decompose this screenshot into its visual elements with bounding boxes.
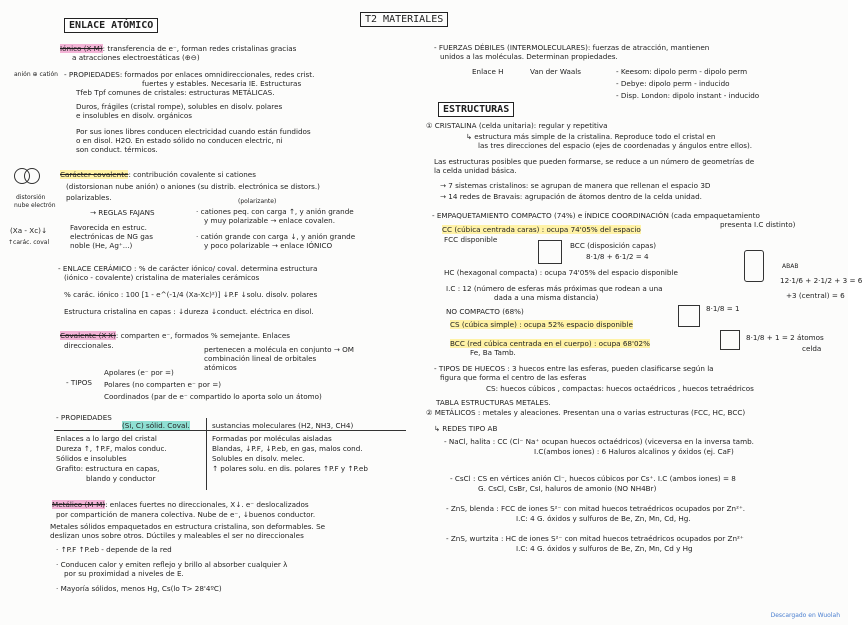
page-title: T2 MATERIALES bbox=[360, 12, 448, 27]
caracter-cov-line1: Carácter covalente: contribución covalente si cationes bbox=[60, 170, 256, 179]
hc-atoms: 12·1/6 + 2·1/2 + 3 = 6 bbox=[780, 276, 862, 285]
empaq-fcc: FCC disponible bbox=[444, 235, 498, 244]
cristalina-line7: → 14 redes de Bravais: agrupación de átomos dentro de la celda unidad. bbox=[440, 192, 702, 201]
tabla-r3b: Solubles en disolv. melec. bbox=[212, 454, 305, 463]
keesom-line: - Keesom: dipolo perm - dipolo perm bbox=[616, 67, 748, 76]
huecos-line2: figura que forma el centro de las esferas bbox=[440, 373, 587, 382]
covalente-om3: atómicos bbox=[204, 363, 237, 372]
fajans-note2: electrónicas de NG gas bbox=[70, 232, 153, 241]
ionico-line1: Iónico (X-M): transferencia de e⁻, forman redes cristalinas gracias bbox=[60, 44, 297, 53]
side-distorsion: distorsión bbox=[16, 194, 46, 201]
fajans-rule1a: · cationes peq. con carga ↑, y anión grande bbox=[196, 207, 354, 216]
ceramico-formula: % carác. iónico : 100 [1 - e^(-1/4 (Xa-Xc)²)] ↓P.F ↓solu. disolv. polares bbox=[64, 290, 318, 299]
metalico-line7: por su proximidad a niveles de E. bbox=[64, 569, 184, 578]
ionico-prop4: Duros, frágiles (cristal rompe), solubles en disolv. polares bbox=[76, 102, 283, 111]
tipos-label: - TIPOS bbox=[66, 378, 92, 387]
ceramico-line4: Estructura cristalina en capas : ↓dureza ↓conduct. eléctrica en disol. bbox=[64, 307, 314, 316]
side-nube: nube electrón bbox=[14, 202, 56, 209]
covalente-line2: direccionales. bbox=[64, 341, 114, 350]
bcc-atoms: 8·1/8 + 1 = 2 átomos bbox=[746, 333, 824, 342]
estructuras-heading: ESTRUCTURAS bbox=[438, 102, 514, 117]
fcc-cube-sketch bbox=[538, 240, 562, 264]
tipo-apolar: Apolares (e⁻ por =) bbox=[104, 368, 174, 377]
ion-side-note: anión ⊕ catión bbox=[14, 71, 58, 78]
empaq-line2: presenta I.C distinto) bbox=[720, 220, 796, 229]
ionico-prop2: fuertes y estables. Necesaria IE. Estructuras bbox=[142, 79, 302, 88]
table-col-divider bbox=[206, 418, 207, 490]
ceramico-line2: (iónico - covalente) cristalina de materiales cerámicos bbox=[64, 273, 260, 282]
vdw-label: Van der Waals bbox=[530, 67, 582, 76]
ic-line2: dada a una misma distancia) bbox=[494, 293, 599, 302]
fcc-atoms: 8·1/8 + 6·1/2 = 4 bbox=[586, 252, 649, 261]
hc-prism-sketch bbox=[744, 250, 764, 282]
bcc-celda: celda bbox=[802, 344, 822, 353]
metalico-line3: Metales sólidos empaquetados en estructura cristalina, son deformables. Se bbox=[50, 522, 326, 531]
nocompacto-bcc: BCC (red cúbica centrada en el cuerpo) : ocupa 68'02% bbox=[450, 339, 650, 348]
wurtzita-line1: - ZnS, wurtzita : HC de iones S²⁻ con mitad huecos tetraédricos ocupados por Zn²⁺ bbox=[446, 534, 744, 543]
enlace-h-label: Enlace H bbox=[472, 67, 504, 76]
metalico-line5: · ↑P.F ↑P.eb - depende de la red bbox=[56, 545, 172, 554]
fajans-rule2b: y poco polarizable → enlace IÓNICO bbox=[204, 241, 333, 250]
tabla-r3a: Sólidos e insolubles bbox=[56, 454, 127, 463]
left-heading: ENLACE ATÓMICO bbox=[64, 18, 158, 33]
ionico-prop5: e insolubles en disolv. orgánicos bbox=[76, 111, 193, 120]
tabla-r5a: blando y conductor bbox=[86, 474, 156, 483]
cristalina-line2: ↳ estructura más simple de la cristalina. Reproduce todo el cristal en bbox=[466, 132, 716, 141]
blenda-line2: I.C: 4 G. óxidos y sulfuros de Be, Zn, Mn, Cd, Hg. bbox=[516, 514, 691, 523]
ionico-line2: a atracciones electroestáticas (⊕⊖) bbox=[72, 53, 200, 62]
metalico-line2: por compartición de manera colectiva. Nube de e⁻, ↓buenos conductor. bbox=[56, 510, 316, 519]
fajans-note1: Favorecida en estruc. bbox=[70, 223, 147, 232]
covalente-om1: pertenecen a molécula en conjunto → OM bbox=[204, 345, 355, 354]
fajans-title: → REGLAS FAJANS bbox=[90, 208, 155, 217]
cs-cube-sketch bbox=[678, 305, 700, 327]
tabla-col2: sustancias moleculares (H2, NH3, CH4) bbox=[212, 421, 354, 430]
huecos-line3: CS: huecos cúbicos , compactas: huecos octaédricos , huecos tetraédricos bbox=[486, 384, 754, 393]
cscl-line2: G. CsCl, CsBr, CsI, haluros de amonio (NO NH4Br) bbox=[478, 484, 657, 493]
redes-ab: ↳ REDES TIPO AB bbox=[434, 424, 498, 433]
fajans-rule2a: · catión grande con carga ↓, y anión grande bbox=[196, 232, 356, 241]
wurtzita-line2: I.C: 4 G. óxidos y sulfuros de Be, Zn, Mn, Cd y Hg bbox=[516, 544, 693, 553]
caracter-cov-line2: (distorsionan nube anión) o aniones (su distrib. electrónica se distors.) bbox=[66, 182, 320, 191]
ic-line1: I.C : 12 (número de esferas más próximas que rodean a una bbox=[446, 284, 663, 293]
tipo-polar: Polares (no comparten e⁻ por =) bbox=[104, 380, 222, 389]
metalico-line1: Metálico (M-M): enlaces fuertes no direccionales, X↓. e⁻ deslocalizados bbox=[52, 500, 309, 509]
debiles-line1: - FUERZAS DÉBILES (INTERMOLECULARES): fuerzas de atracción, mantienen bbox=[434, 43, 710, 52]
ionico-prop3: Tfeb Tpf comunes de cristales: estructuras METÁLICAS. bbox=[76, 88, 275, 97]
huecos-line1: - TIPOS DE HUECOS : 3 huecos entre las esferas, pueden clasificarse según la bbox=[434, 364, 714, 373]
caracter-cov-line3: polarizables. bbox=[66, 193, 112, 202]
debye-line: - Debye: dipolo perm - inducido bbox=[616, 79, 730, 88]
bcc-examples: Fe, Ba Tamb. bbox=[470, 348, 516, 357]
covalente-om2: combinación lineal de orbitales bbox=[204, 354, 317, 363]
cristalina-line6: → 7 sistemas cristalinos: se agrupan de manera que rellenan el espacio 3D bbox=[440, 181, 711, 190]
tabla-r2a: Dureza ↑, ↑P.F, malos conduc. bbox=[56, 444, 167, 453]
fajans-note3: noble (He, Ag⁺...) bbox=[70, 241, 133, 250]
nocompacto-title: NO COMPACTO (68%) bbox=[446, 307, 524, 316]
cristalina-line1: ① CRISTALINA (celda unitaria): regular y repetitiva bbox=[426, 121, 608, 130]
bcc-cube-sketch bbox=[720, 330, 740, 350]
covalente-line1: Covalente (X-X): comparten e⁻, formados % semejante. Enlaces bbox=[60, 331, 290, 340]
ionico-prop6: Por sus iones libres conducen electricidad cuando están fundidos bbox=[76, 127, 311, 136]
cristalina-line3: las tres direcciones del espacio (ejes de coordenadas y ángulos entre ellos). bbox=[478, 141, 753, 150]
metalico-line8: · Mayoría sólidos, menos Hg, Cs(lo T> 28'4ºC) bbox=[56, 584, 222, 593]
debiles-line2: unidos a las moléculas. Determinan propiedades. bbox=[440, 52, 618, 61]
fajans-rule1b: y muy polarizable → enlace covalen. bbox=[204, 216, 335, 225]
ionico-prop7: o en disol. H2O. En estado sólido no conducen electric, ni bbox=[76, 136, 283, 145]
empaq-line1: - EMPAQUETAMIENTO COMPACTO (74%) e ÍNDICE COORDINACIÓN (cada empaquetamiento bbox=[432, 211, 760, 220]
metalico-line6: · Conducen calor y emiten reflejo y brillo al absorber cualquier λ bbox=[56, 560, 288, 569]
orbital-sketch-b bbox=[24, 168, 40, 184]
nacl-line2: I.C(ambos iones) : 6 Haluros alcalinos y óxidos (ej. CaF) bbox=[534, 447, 734, 456]
tabla-r2b: Blandas, ↓P.F, ↓P.eb, en gas, malos cond. bbox=[212, 444, 363, 453]
tabla-r1a: Enlaces a lo largo del cristal bbox=[56, 434, 157, 443]
ceramico-line1: - ENLACE CERÁMICO : % de carácter iónico/ coval. determina estructura bbox=[58, 264, 318, 273]
blenda-line1: - ZnS, blenda : FCC de iones S²⁻ con mitad huecos tetraédricos ocupados por Zn²⁺. bbox=[446, 504, 746, 513]
side-caracter: ↑carác. coval bbox=[8, 239, 50, 246]
tabla-title: - PROPIEDADES bbox=[56, 413, 112, 422]
cscl-line1: - CsCl : CS en vértices anión Cl⁻, huecos cúbicos por Cs⁺. I.C (ambos iones) = 8 bbox=[450, 474, 736, 483]
tabla-r4b: ↑ polares solu. en dis. polares ↑P.F y ↑P.eb bbox=[212, 464, 368, 473]
tabla-col1: (Si, C) sólid. Coval. bbox=[122, 421, 190, 430]
side-electroneg: (Xa - Xc)↓ bbox=[10, 226, 47, 235]
fcc-capas: BCC (disposición capas) bbox=[570, 241, 656, 250]
tabla-r1b: Formadas por moléculas aisladas bbox=[212, 434, 332, 443]
ionico-prop1: - PROPIEDADES: formados por enlaces omnidireccionales, redes crist. bbox=[64, 70, 315, 79]
polarizante-note: (polarizante) bbox=[238, 198, 277, 205]
metalico-line4: deslizan unos sobre otros. Dúctiles y maleables el ser no direccionales bbox=[50, 531, 304, 540]
empaq-cc: CC (cúbica centrada caras) : ocupa 74'05% del espacio bbox=[442, 225, 641, 234]
cristalina-line4: Las estructuras posibles que pueden formarse, se reduce a un número de geometrías de bbox=[434, 157, 755, 166]
empaq-hc: HC (hexagonal compacta) : ocupa 74'05% del espacio disponible bbox=[444, 268, 678, 277]
abab-label: ABAB bbox=[782, 263, 799, 270]
table-header-rule bbox=[54, 430, 406, 431]
nocompacto-cs: CS (cúbica simple) : ocupa 52% espacio disponible bbox=[450, 320, 633, 329]
london-line: - Disp. London: dipolo instant - inducido bbox=[616, 91, 760, 100]
cs-atoms: 8·1/8 = 1 bbox=[706, 304, 740, 313]
wuolah-logo: Descargado en Wuolah bbox=[770, 612, 840, 619]
tabla-r4a: Grafito: estructura en capas, bbox=[56, 464, 160, 473]
cristalina-line5: la celda unidad básica. bbox=[434, 166, 517, 175]
metalicos-line1: ② METÁLICOS : metales y aleaciones. Presentan una o varias estructuras (FCC, HC, BCC) bbox=[426, 408, 746, 417]
ionico-prop8: son conduct. térmicos. bbox=[76, 145, 158, 154]
hc-central: +3 (central) = 6 bbox=[786, 291, 845, 300]
nacl-line1: - NaCl, halita : CC (Cl⁻ Na⁺ ocupan huecos octaédricos) (viceversa en la inversa tamb. bbox=[444, 437, 754, 446]
tabla-estructuras: TABLA ESTRUCTURAS METALES. bbox=[436, 398, 551, 407]
tipo-coordinado: Coordinados (par de e⁻ compartido lo aporta solo un átomo) bbox=[104, 392, 322, 401]
